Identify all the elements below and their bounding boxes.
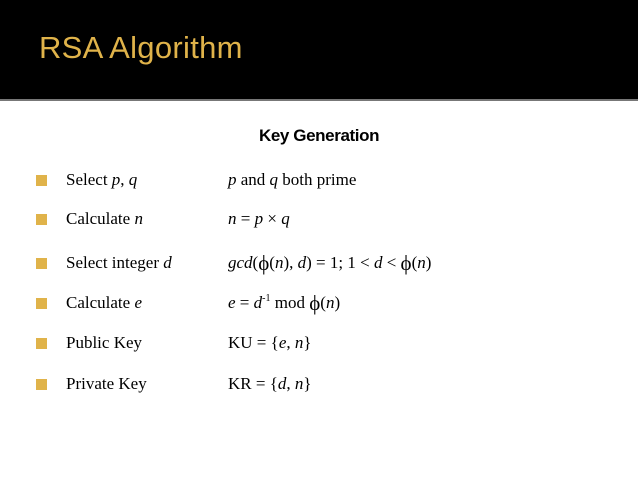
list-item-value: gcd(ϕ(n), d) = 1; 1 < d < ϕ(n) (228, 251, 432, 275)
square-bullet-icon (36, 214, 47, 225)
square-bullet-icon (36, 379, 47, 390)
title-bar (0, 0, 638, 99)
list-item-value: KU = {e, n} (228, 333, 312, 352)
list-item-label: Private Key (66, 374, 147, 393)
square-bullet-icon (36, 258, 47, 269)
title-separator (0, 99, 638, 101)
list-item-value: KR = {d, n} (228, 374, 312, 393)
list-item-value: p and q both prime (228, 170, 357, 189)
section-heading: Key Generation (259, 126, 380, 145)
slide-title: RSA Algorithm (39, 30, 243, 65)
list-item-label: Public Key (66, 333, 143, 352)
list-item-label: Select p, q (66, 170, 138, 189)
list-item-value: n = p × q (228, 209, 290, 228)
list-item-label: Calculate n (66, 209, 143, 228)
square-bullet-icon (36, 338, 47, 349)
square-bullet-icon (36, 298, 47, 309)
list-item-label: Select integer d (66, 253, 172, 272)
list-item-value: $e = d^{-1}$ mod ϕ(n) (228, 291, 341, 315)
square-bullet-icon (36, 175, 47, 186)
list-item-label: Calculate e (66, 293, 142, 312)
